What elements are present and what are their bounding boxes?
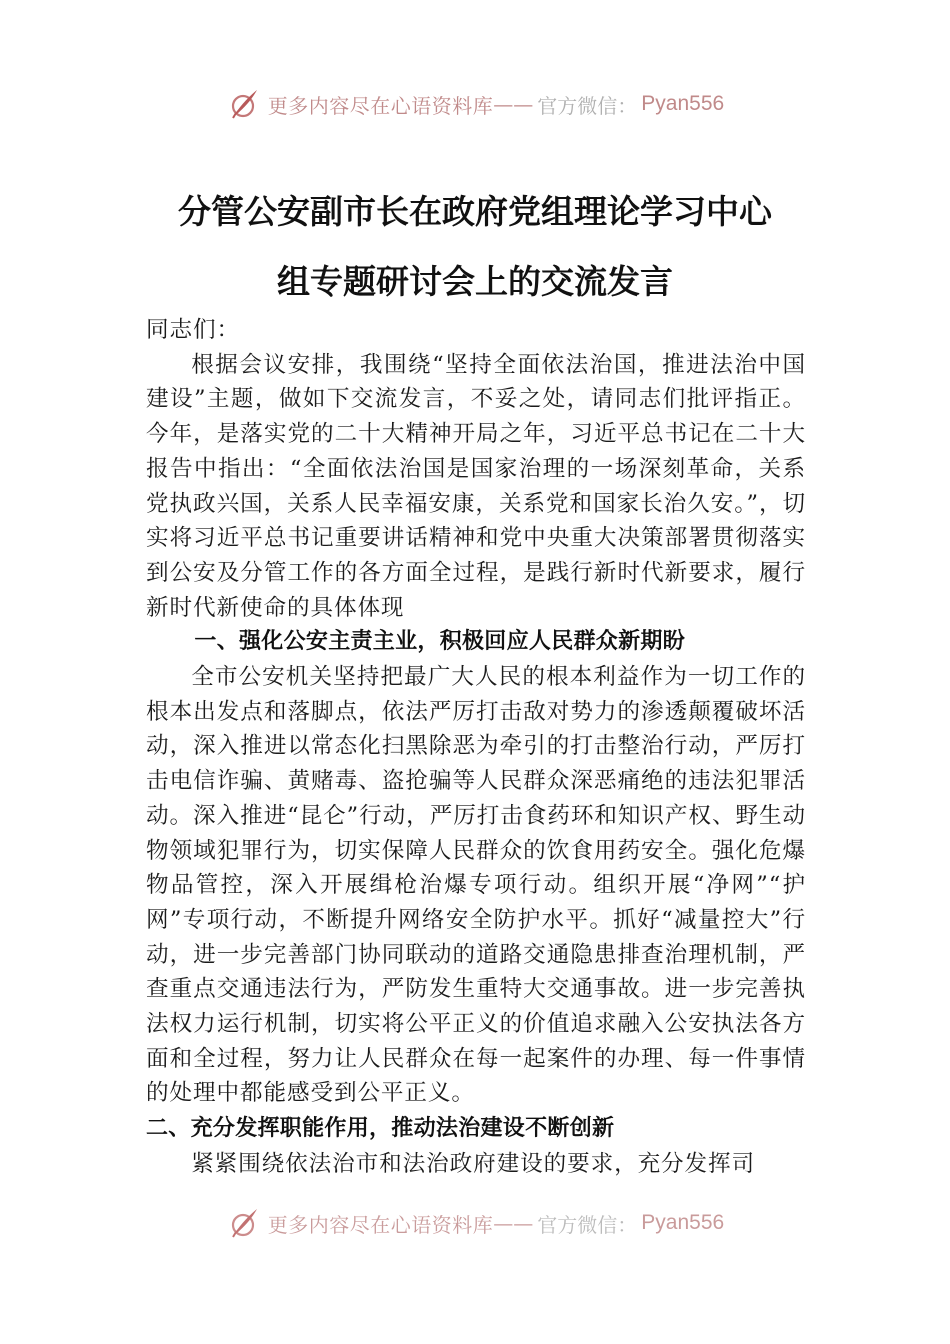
watermark-wechat-id: Pyan556 (641, 1211, 725, 1234)
salutation: 同志们： (146, 317, 240, 343)
document-body (146, 313, 806, 1182)
watermark-wechat-label: 官方微信： (537, 1212, 638, 1237)
watermark-wechat-id: Pyan556 (641, 92, 725, 115)
quill-seal-icon (226, 1206, 260, 1240)
section-2-paragraph: 紧紧围绕依法治市和法治政府建设的要求，充分发挥司 (191, 1150, 756, 1177)
watermark-separator: —— (493, 92, 534, 116)
watermark-text: 更多内容尽在心语资料库 (267, 1212, 494, 1237)
section-1-paragraph: 全市公安机关坚持把最广大人民的根本利益作为一切工作的根本出发点和落脚点，依法严厉打击敌对势力的渗透颠覆破坏活动，深入推进以常态化扫黑除恶为牵引的打击整治行动，严厉打击电信诈骗、黄赌毒、盗抢骗等人民群众深恶痛绝的违法犯罪活动。深入推进“昆仑”行动，严厉打击食药环和知识产权、野生动物领域犯罪行为，切实保障人民群众的饮食用药安全。强化危爆物品管控，深入开展缉枪治爆专项行动。组织开展“净网”“护网”专项行动，不断提升网络安全防护水平。抓好“减量控大”行动，进一步完善部门协同联动的道路交通隐患排查治理机制，严查重点交通违法行为，严防发生重特大交通事故。进一步完善执法权力运行机制，切实将公平正义的价值追求融入公安执法各方面和全过程，努力让人民群众在每一起案件的办理、每一件事情的处理中都能感受到公平正义。 (146, 664, 806, 1107)
watermark-separator: —— (493, 1211, 534, 1235)
intro-paragraph: 根据会议安排，我围绕“坚持全面依法治国，推进法治中国建设”主题，做如下交流发言，不妥之处，请同志们批评指正。今年，是落实党的二十大精神开局之年，习近平总书记在二十大报告中指出：“全面依法治国是国家治理的一场深刻革命，关系党执政兴国，关系人民幸福安康，关系党和国家长治久安。”，切实将习近平总书记重要讲话精神和党中央重大决策部署贯彻落实到公安及分管工作的各方面全过程，是践行新时代新要求，履行新时代新使命的具体体现 (146, 351, 807, 621)
watermark-banner-top (0, 84, 950, 124)
section-2-heading: 二、充分发挥职能作用，推动法治建设不断创新 (146, 1116, 615, 1142)
document-title-line-2: 组专题研讨会上的交流发言 (277, 262, 673, 301)
watermark-banner-bottom (0, 1203, 950, 1243)
watermark-wechat-label: 官方微信： (537, 93, 638, 118)
document-title-line-1: 分管公安副市长在政府党组理论学习中心 (178, 192, 772, 231)
section-1-heading: 一、强化公安主责主业，积极回应人民群众新期盼 (194, 629, 685, 655)
quill-seal-icon (226, 87, 260, 121)
watermark-text: 更多内容尽在心语资料库 (267, 93, 494, 118)
